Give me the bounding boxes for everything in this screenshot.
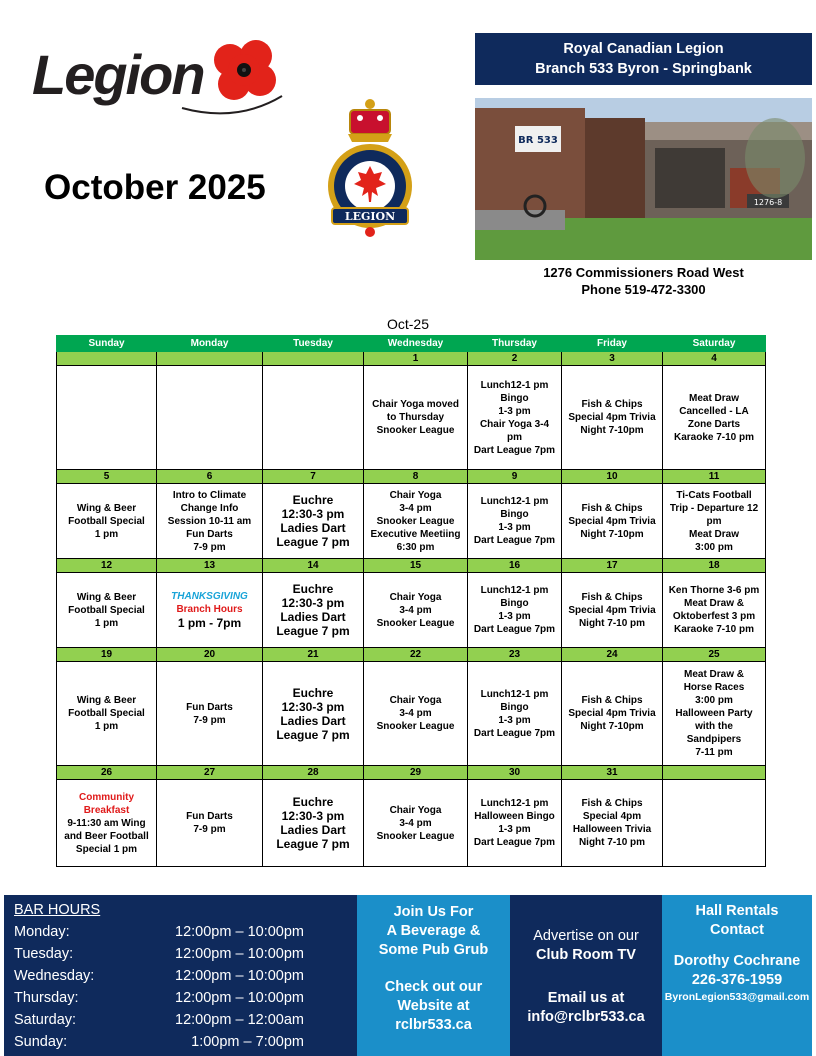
pub-line: Website at: [397, 998, 470, 1014]
date-number: 13: [157, 559, 263, 573]
logo-wordmark: Legion: [32, 43, 204, 106]
bar-hours-row: [14, 1012, 304, 1034]
pub-line: Check out our: [384, 979, 483, 995]
event-cell: Fun Darts 7-9 pm: [157, 662, 263, 766]
bar-hours-time: 12:00pm – 10:00pm: [175, 946, 304, 962]
event-row: [57, 662, 766, 766]
event-row: [57, 780, 766, 867]
date-number: 16: [468, 559, 562, 573]
building-image: [475, 98, 812, 260]
date-number: 10: [562, 470, 663, 484]
pub-line: A Beverage &: [386, 923, 481, 939]
rentals-line: Hall Rentals: [695, 903, 779, 919]
event-row: [57, 573, 766, 648]
date-number: 28: [263, 766, 364, 780]
date-number: 2: [468, 352, 562, 366]
branch-line2: Branch 533 Byron - Springbank: [535, 61, 752, 77]
phone-line: Phone 519-472-3300: [581, 282, 706, 297]
event-cell: Euchre 12:30-3 pm Ladies Dart League 7 pm: [263, 662, 364, 766]
date-number: 26: [57, 766, 157, 780]
event-cell: Lunch12-1 pm Bingo 1-3 pm Dart League 7pm: [468, 573, 562, 648]
event-cell: Intro to Climate Change Info Session 10-11 am Fun Darts 7-9 pm: [157, 484, 263, 559]
branch-header: [475, 33, 812, 85]
bar-hours-day: Monday:: [14, 924, 70, 940]
date-number: 30: [468, 766, 562, 780]
event-cell: Chair Yoga 3-4 pm Snooker League: [364, 780, 468, 867]
breakfast-cell: [57, 780, 157, 867]
event-cell: Fish & Chips Special 4pm Trivia Night 7-10pm: [562, 484, 663, 559]
calendar-table: [56, 335, 766, 867]
date-number: 22: [364, 648, 468, 662]
event-cell: [57, 366, 157, 470]
website-link[interactable]: rclbr533.ca: [395, 1017, 472, 1033]
event-cell: Euchre 12:30-3 pm Ladies Dart League 7 pm: [263, 780, 364, 867]
bar-hours-day: Thursday:: [14, 990, 79, 1006]
club-tv-panel: [510, 895, 662, 1056]
rentals-email[interactable]: ByronLegion533@gmail.com: [664, 991, 810, 1003]
date-number: 25: [663, 648, 766, 662]
day-header-row: [57, 336, 766, 352]
poppy-icon: [32, 28, 294, 118]
event-cell: Euchre 12:30-3 pm Ladies Dart League 7 pm: [263, 573, 364, 648]
date-number: 11: [663, 470, 766, 484]
hall-rentals-panel: [662, 895, 812, 1056]
date-number: 4: [663, 352, 766, 366]
bar-hours-day: Tuesday:: [14, 946, 74, 962]
email-link[interactable]: info@rclbr533.ca: [527, 1009, 645, 1025]
bar-hours-time: 12:00pm – 12:00am: [175, 1012, 304, 1028]
event-cell: Fun Darts 7-9 pm: [157, 780, 263, 867]
building-photo: [475, 98, 812, 260]
bar-hours-time: 12:00pm – 10:00pm: [175, 924, 304, 940]
event-cell: Ti-Cats Football Trip - Departure 12 pm Meat Draw 3:00 pm: [663, 484, 766, 559]
event-cell: [157, 366, 263, 470]
event-cell: Euchre 12:30-3 pm Ladies Dart League 7 pm: [263, 484, 364, 559]
date-number: 3: [562, 352, 663, 366]
date-number: 7: [263, 470, 364, 484]
rentals-phone: 226-376-1959: [691, 972, 783, 988]
date-number: [157, 352, 263, 366]
date-number: 19: [57, 648, 157, 662]
event-cell: Wing & Beer Football Special 1 pm: [57, 484, 157, 559]
branch-hours-value: 1 pm - 7pm: [177, 616, 242, 630]
date-row: [57, 559, 766, 573]
event-cell: [263, 366, 364, 470]
rentals-line: Contact: [710, 922, 764, 938]
event-row: [57, 366, 766, 470]
bar-hours-title: BAR HOURS: [14, 902, 101, 918]
branch-line1: Royal Canadian Legion: [563, 41, 724, 57]
event-cell: Fish & Chips Special 4pm Halloween Trivia Night 7-10 pm: [562, 780, 663, 867]
bar-hours-time: 12:00pm – 10:00pm: [175, 990, 304, 1006]
event-cell: Meat Draw & Horse Races 3:00 pm Halloween Party with the Sandpipers 7-11 pm: [663, 662, 766, 766]
photo-sign: BR 533: [518, 135, 558, 146]
tv-line: Email us at: [547, 990, 625, 1006]
event-cell: Fish & Chips Special 4pm Trivia Night 7-10 pm: [562, 573, 663, 648]
pub-line: Some Pub Grub: [378, 942, 489, 958]
bar-hours-row: [14, 990, 304, 1012]
date-number: 6: [157, 470, 263, 484]
date-number: 12: [57, 559, 157, 573]
bar-hours-time: 12:00pm – 10:00pm: [175, 968, 304, 984]
rentals-name: Dorothy Cochrane: [673, 953, 801, 969]
day-header: Friday: [562, 336, 663, 352]
pub-line: Join Us For: [393, 904, 474, 920]
date-number: 8: [364, 470, 468, 484]
legion-crest: [320, 96, 420, 246]
event-cell: Fish & Chips Special 4pm Trivia Night 7-10pm: [562, 366, 663, 470]
thanksgiving-label: THANKSGIVING: [171, 591, 248, 602]
tv-line: Advertise on our: [533, 928, 639, 944]
date-number: 5: [57, 470, 157, 484]
breakfast-text: 9-11:30 am Wing and Beer Football Special 1 pm: [64, 817, 149, 855]
bar-hours-row: [14, 1034, 304, 1056]
date-number: 29: [364, 766, 468, 780]
date-row: [57, 766, 766, 780]
bar-hours-row: [14, 946, 304, 968]
date-number: 31: [562, 766, 663, 780]
event-cell: Chair Yoga 3-4 pm Snooker League: [364, 662, 468, 766]
date-number: [263, 352, 364, 366]
date-number: 1: [364, 352, 468, 366]
footer: [4, 895, 812, 1056]
date-number: [57, 352, 157, 366]
photo-address-sign: 1276-8: [753, 198, 783, 207]
day-header: Tuesday: [263, 336, 364, 352]
event-cell: Fish & Chips Special 4pm Trivia Night 7-10pm: [562, 662, 663, 766]
date-number: 14: [263, 559, 364, 573]
date-number: 23: [468, 648, 562, 662]
bar-hours-time: 1:00pm – 7:00pm: [191, 1034, 304, 1050]
calendar-caption: Oct-25: [386, 316, 429, 332]
pub-grub-panel: [357, 895, 510, 1056]
event-cell: Lunch12-1 pm Bingo 1-3 pm Dart League 7pm: [468, 484, 562, 559]
branch-hours-label: Branch Hours: [176, 604, 243, 615]
bar-hours-day: Sunday:: [14, 1034, 68, 1050]
bar-hours-day: Wednesday:: [14, 968, 95, 984]
address-line: 1276 Commissioners Road West: [543, 265, 744, 280]
event-row: [57, 484, 766, 559]
event-cell: Wing & Beer Football Special 1 pm: [57, 662, 157, 766]
address-block: [475, 264, 812, 298]
date-number: 17: [562, 559, 663, 573]
event-cell: Lunch12-1 pm Bingo 1-3 pm Chair Yoga 3-4 pm Dart League 7pm: [468, 366, 562, 470]
day-header: Monday: [157, 336, 263, 352]
day-header: Thursday: [468, 336, 562, 352]
crest-banner: LEGION: [344, 210, 396, 223]
event-cell: Ken Thorne 3-6 pm Meat Draw & Oktoberfest 3 pm Karaoke 7-10 pm: [663, 573, 766, 648]
date-row: [57, 470, 766, 484]
event-cell: Lunch12-1 pm Halloween Bingo 1-3 pm Dart League 7pm: [468, 780, 562, 867]
day-header: Sunday: [57, 336, 157, 352]
bar-hours-day: Saturday:: [14, 1012, 77, 1028]
date-number: 9: [468, 470, 562, 484]
date-number: 18: [663, 559, 766, 573]
date-row: [57, 648, 766, 662]
date-number: 27: [157, 766, 263, 780]
thanksgiving-cell: [157, 573, 263, 648]
date-number: 20: [157, 648, 263, 662]
event-cell: Lunch12-1 pm Bingo 1-3 pm Dart League 7pm: [468, 662, 562, 766]
event-cell: Chair Yoga moved to Thursday Snooker League: [364, 366, 468, 470]
date-number: 21: [263, 648, 364, 662]
event-cell: Chair Yoga 3-4 pm Snooker League: [364, 573, 468, 648]
tv-line: Club Room TV: [536, 947, 636, 963]
breakfast-title: Community Breakfast: [79, 791, 134, 816]
page-title: October 2025: [44, 168, 266, 207]
date-number: [663, 766, 766, 780]
event-cell: Wing & Beer Football Special 1 pm: [57, 573, 157, 648]
event-cell: [663, 780, 766, 867]
date-row: [57, 352, 766, 366]
date-number: 15: [364, 559, 468, 573]
crest-icon: [320, 96, 420, 246]
legion-logo: [32, 28, 294, 118]
event-cell: Meat Draw Cancelled - LA Zone Darts Karaoke 7-10 pm: [663, 366, 766, 470]
day-header: Saturday: [663, 336, 766, 352]
event-cell: Chair Yoga 3-4 pm Snooker League Executive Meetiing 6:30 pm: [364, 484, 468, 559]
day-header: Wednesday: [364, 336, 468, 352]
bar-hours-panel: [4, 895, 357, 1056]
date-number: 24: [562, 648, 663, 662]
bar-hours-row: [14, 924, 304, 946]
bar-hours-row: [14, 968, 304, 990]
